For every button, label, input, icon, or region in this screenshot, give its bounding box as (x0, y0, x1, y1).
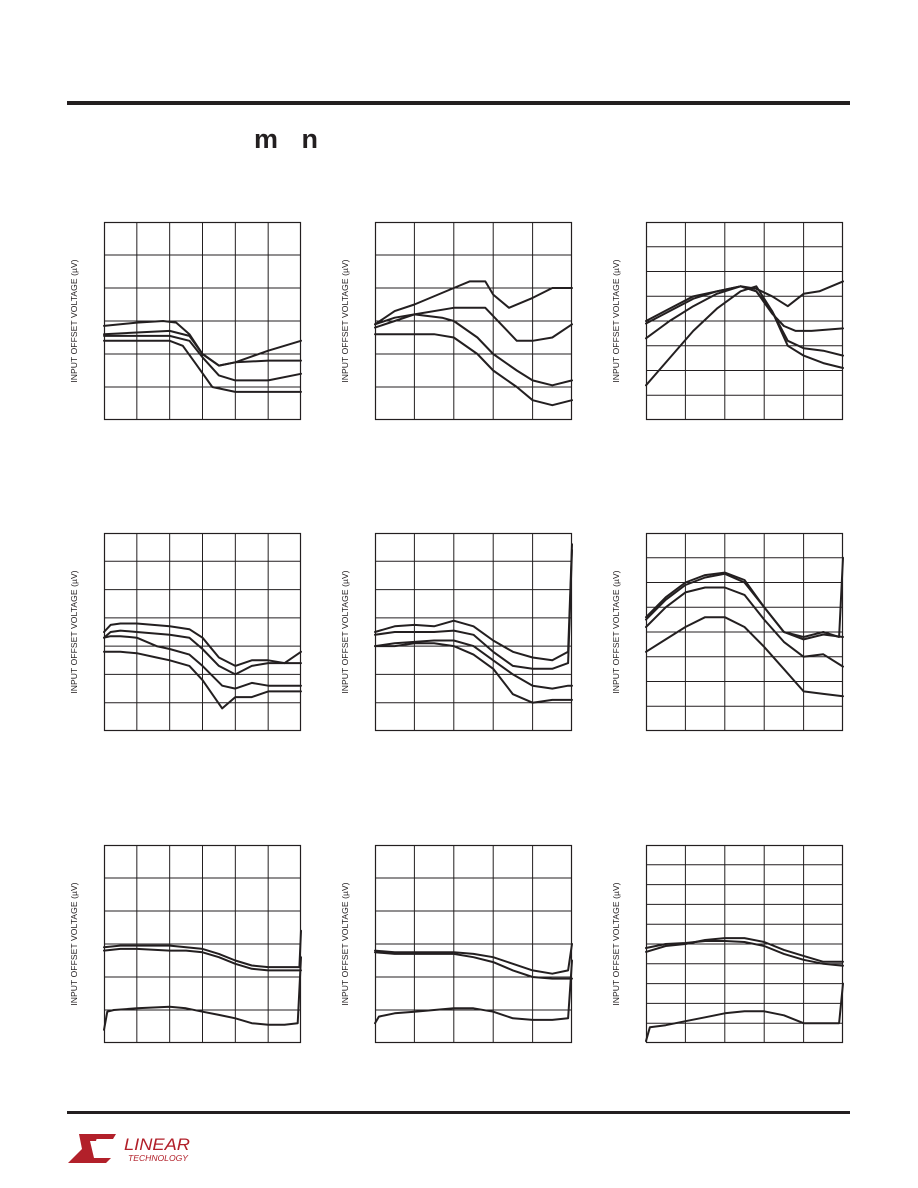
series-line-2 (375, 952, 572, 978)
series-line-3 (375, 314, 572, 385)
y-axis-label: INPUT OFFSET VOLTAGE (µV) (611, 259, 621, 383)
logo-mark (66, 1130, 196, 1166)
linear-technology-logo (66, 1130, 196, 1171)
series-line-4 (375, 643, 572, 702)
series-line-4 (375, 334, 572, 405)
series-line-1 (646, 558, 843, 637)
offset-voltage-chart-5 (375, 533, 572, 731)
offset-voltage-chart-3 (646, 222, 843, 420)
y-axis-label: INPUT OFFSET VOLTAGE (µV) (340, 882, 350, 1006)
y-axis-label: INPUT OFFSET VOLTAGE (µV) (611, 570, 621, 694)
y-axis-label: INPUT OFFSET VOLTAGE (µV) (340, 570, 350, 694)
series-line-3 (646, 984, 843, 1041)
series-line-2 (646, 574, 843, 640)
logo-text-technology: TECHNOLOGY (128, 1154, 189, 1163)
offset-voltage-chart-2 (375, 222, 572, 420)
offset-voltage-chart-7 (104, 845, 301, 1043)
y-axis-label: INPUT OFFSET VOLTAGE (µV) (69, 882, 79, 1006)
offset-voltage-chart-9 (646, 845, 843, 1043)
series-line-1 (375, 944, 572, 974)
bottom-rule (67, 1111, 850, 1114)
logo-lt-symbol (68, 1134, 116, 1163)
offset-voltage-chart-1 (104, 222, 301, 420)
logo-text-linear: LINEAR (124, 1135, 190, 1154)
y-axis-label: INPUT OFFSET VOLTAGE (µV) (69, 259, 79, 383)
y-axis-label: INPUT OFFSET VOLTAGE (µV) (340, 259, 350, 383)
y-axis-label: INPUT OFFSET VOLTAGE (µV) (69, 570, 79, 694)
series-line-3 (375, 961, 572, 1024)
offset-voltage-chart-4 (104, 533, 301, 731)
y-axis-label: INPUT OFFSET VOLTAGE (µV) (611, 882, 621, 1006)
series-line-3 (375, 641, 572, 689)
section-header-glyphs: m n (254, 124, 327, 154)
offset-voltage-chart-8 (375, 845, 572, 1043)
top-rule (67, 101, 850, 105)
offset-voltage-chart-6 (646, 533, 843, 731)
series-line-2 (375, 550, 572, 669)
